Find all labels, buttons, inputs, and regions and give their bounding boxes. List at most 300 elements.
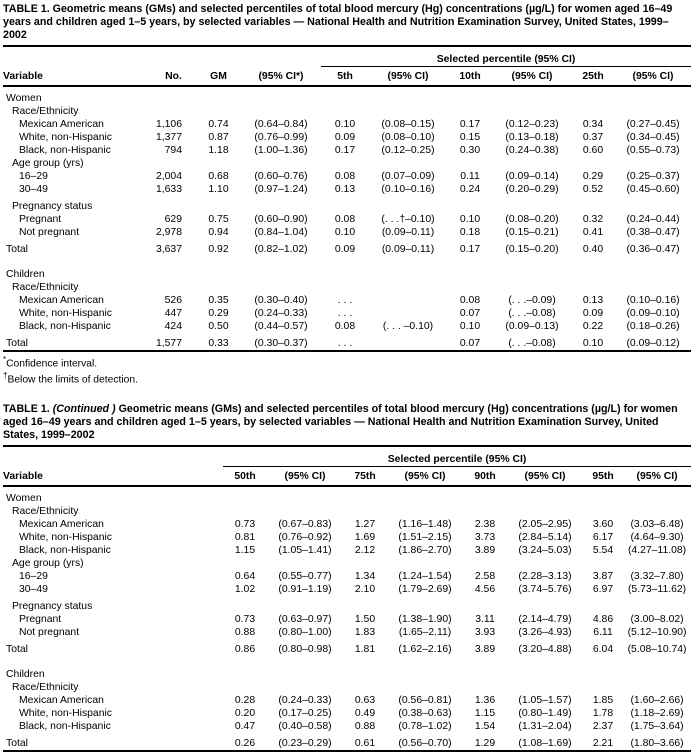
cell-value: (0.15–0.20) bbox=[505, 244, 559, 255]
cell-value bbox=[241, 105, 321, 118]
row-label: Pregnancy status bbox=[12, 201, 93, 212]
cell-value: 0.18 bbox=[459, 227, 481, 238]
cell-value bbox=[493, 105, 571, 118]
cell-value bbox=[447, 268, 493, 281]
row-label: Mexican American bbox=[19, 518, 104, 530]
cell-value: 1.83 bbox=[354, 626, 376, 638]
cell-value: (0.12–0.23) bbox=[505, 119, 559, 130]
cell-value bbox=[463, 557, 507, 570]
cell-value: (0.07–0.09) bbox=[381, 171, 435, 182]
cell-value bbox=[463, 681, 507, 694]
cell-value bbox=[267, 681, 343, 694]
column-header-10th-ci: (95% CI) bbox=[493, 67, 571, 87]
cell-value: (0.25–0.37) bbox=[626, 171, 680, 182]
table-row bbox=[3, 226, 691, 239]
cell-value bbox=[321, 281, 369, 294]
cell-value: (1.62–2.16) bbox=[398, 643, 452, 655]
cell-value: 0.50 bbox=[208, 321, 229, 332]
footnote-text: Below the limits of detection. bbox=[7, 374, 138, 386]
table2-title-prefix: TABLE 1. bbox=[3, 402, 53, 415]
cell-value bbox=[321, 157, 369, 170]
cell-value: 1.18 bbox=[208, 145, 229, 156]
cell-value: (0.09–0.14) bbox=[505, 171, 559, 182]
cell-value: 1.78 bbox=[592, 707, 614, 719]
table-row bbox=[3, 668, 691, 681]
column-header-95th-ci: (95% CI) bbox=[623, 466, 691, 486]
cell-value bbox=[343, 656, 387, 668]
footnote-marker: † bbox=[3, 371, 8, 381]
cell-value: 1.29 bbox=[474, 737, 496, 749]
footnote-detection-limits bbox=[3, 370, 691, 386]
cell-value: 0.13 bbox=[334, 184, 356, 195]
cell-value: (5.73–11.62) bbox=[627, 583, 687, 595]
cell-value: (0.30–0.37) bbox=[254, 338, 308, 349]
cell-value: 0.73 bbox=[234, 613, 256, 625]
cell-value: (3.03–6.48) bbox=[630, 518, 684, 530]
column-header-95th: 95th bbox=[583, 466, 623, 486]
column-header-5th-ci: (95% CI) bbox=[369, 67, 447, 87]
cell-value bbox=[196, 86, 241, 105]
cell-value: 0.32 bbox=[582, 214, 604, 225]
table-row bbox=[3, 268, 691, 281]
cell-value: (0.82–1.02) bbox=[254, 244, 308, 255]
column-header-25th: 25th bbox=[571, 67, 615, 87]
cell-value: (0.84–1.04) bbox=[254, 227, 308, 238]
cell-value bbox=[223, 557, 267, 570]
footnote-confidence-interval bbox=[3, 354, 691, 370]
cell-value bbox=[447, 256, 493, 268]
cell-value: 0.81 bbox=[234, 531, 256, 543]
table-row bbox=[3, 294, 691, 307]
cell-value: 0.35 bbox=[208, 295, 229, 306]
table-row bbox=[3, 613, 691, 626]
row-label: Black, non-Hispanic bbox=[19, 321, 111, 332]
cell-value bbox=[583, 668, 623, 681]
cell-value: 0.52 bbox=[582, 184, 604, 195]
cell-value: 0.10 bbox=[334, 227, 356, 238]
table2-span-header: Selected percentile (95% CI) bbox=[223, 449, 691, 467]
table-row bbox=[3, 583, 691, 596]
cell-value: 0.37 bbox=[582, 132, 604, 143]
cell-value bbox=[369, 157, 447, 170]
row-label bbox=[3, 656, 223, 668]
cell-value: (0.20–0.29) bbox=[505, 184, 559, 195]
table2-body bbox=[3, 486, 691, 751]
cell-value: (0.67–0.83) bbox=[278, 518, 332, 530]
cell-value bbox=[267, 656, 343, 668]
table-row bbox=[3, 144, 691, 157]
cell-value bbox=[369, 196, 447, 213]
cell-value bbox=[507, 557, 583, 570]
cell-value bbox=[223, 505, 267, 518]
cell-value bbox=[321, 256, 369, 268]
row-label: Pregnancy status bbox=[12, 600, 93, 612]
cell-value bbox=[463, 668, 507, 681]
cell-value: 0.40 bbox=[582, 244, 604, 255]
table-row bbox=[3, 486, 691, 505]
cell-value: 0.29 bbox=[208, 308, 229, 319]
cell-value bbox=[507, 486, 583, 505]
cell-value: 2,978 bbox=[155, 227, 182, 238]
cell-value: 3.87 bbox=[592, 570, 614, 582]
cell-value bbox=[507, 681, 583, 694]
cell-value: 1.81 bbox=[354, 643, 376, 655]
cell-value: 2.58 bbox=[474, 570, 496, 582]
cell-value bbox=[571, 105, 615, 118]
cell-value bbox=[623, 668, 691, 681]
cell-value: 1.02 bbox=[234, 583, 256, 595]
cell-value: (3.24–5.03) bbox=[518, 544, 572, 556]
cell-value bbox=[583, 681, 623, 694]
table2-title bbox=[3, 403, 691, 447]
table-row bbox=[3, 544, 691, 557]
cell-value bbox=[223, 656, 267, 668]
cell-value: (0.55–0.73) bbox=[626, 145, 680, 156]
cell-value: (0.13–0.18) bbox=[505, 132, 559, 143]
table-row bbox=[3, 105, 691, 118]
table2-container bbox=[3, 403, 691, 752]
cell-value bbox=[321, 86, 369, 105]
cell-value bbox=[343, 505, 387, 518]
row-label: 16–29 bbox=[19, 570, 48, 582]
cell-value bbox=[387, 656, 463, 668]
cell-value: 0.26 bbox=[234, 737, 256, 749]
cell-value: 0.11 bbox=[460, 171, 480, 182]
table1-title: TABLE 1. Geometric means (GMs) and selected percentiles of total blood mercury (Hg) concentrations (µg/L) for women aged 16–49 years and children aged 1–5 years, by selected variables — National Health and Nutrition Examination Survey, United States, 1999–2002 bbox=[3, 3, 691, 47]
cell-value bbox=[223, 596, 267, 613]
cell-value: (1.79–2.69) bbox=[398, 583, 452, 595]
cell-value bbox=[583, 596, 623, 613]
cell-value: 1.69 bbox=[354, 531, 376, 543]
cell-value: 629 bbox=[164, 214, 182, 225]
cell-value: (0.76–0.99) bbox=[254, 132, 308, 143]
cell-value: (1.24–1.54) bbox=[398, 570, 452, 582]
cell-value bbox=[463, 656, 507, 668]
column-header-50th: 50th bbox=[223, 466, 267, 486]
cell-value bbox=[151, 157, 196, 170]
table1-body bbox=[3, 86, 691, 351]
cell-value bbox=[571, 157, 615, 170]
cell-value: (0.08–0.20) bbox=[505, 214, 559, 225]
cell-value: (1.65–2.11) bbox=[398, 626, 452, 638]
cell-value bbox=[447, 281, 493, 294]
cell-value bbox=[571, 256, 615, 268]
cell-value: (0.55–0.77) bbox=[278, 570, 332, 582]
column-header-gm: GM bbox=[196, 67, 241, 87]
table-row bbox=[3, 281, 691, 294]
cell-value: (0.24–0.38) bbox=[505, 145, 559, 156]
table-row bbox=[3, 505, 691, 518]
table-row bbox=[3, 86, 691, 105]
table-row bbox=[3, 531, 691, 544]
cell-value: (0.12–0.25) bbox=[381, 145, 435, 156]
span-header-spacer bbox=[3, 449, 223, 467]
column-header-5th: 5th bbox=[321, 67, 369, 87]
cell-value: (. . .†–0.10) bbox=[381, 214, 435, 225]
cell-value bbox=[583, 505, 623, 518]
row-label: 30–49 bbox=[19, 583, 48, 595]
cell-value: (1.86–2.70) bbox=[398, 544, 452, 556]
cell-value bbox=[241, 86, 321, 105]
column-header-gm-ci: (95% CI*) bbox=[241, 67, 321, 87]
cell-value: 0.28 bbox=[234, 694, 256, 706]
cell-value bbox=[369, 333, 447, 351]
cell-value: 3.73 bbox=[474, 531, 496, 543]
table2 bbox=[3, 449, 691, 752]
table-row bbox=[3, 170, 691, 183]
cell-value bbox=[151, 281, 196, 294]
cell-value bbox=[223, 486, 267, 505]
cell-value: 0.17 bbox=[459, 244, 481, 255]
cell-value: (0.80–0.98) bbox=[278, 643, 332, 655]
cell-value bbox=[369, 307, 447, 320]
cell-value: 3.11 bbox=[475, 613, 495, 625]
cell-value: (2.14–4.79) bbox=[518, 613, 572, 625]
cell-value: (0.63–0.97) bbox=[278, 613, 332, 625]
cell-value: . . . bbox=[337, 295, 353, 306]
cell-value: (4.27–11.08) bbox=[627, 544, 687, 556]
table-row bbox=[3, 333, 691, 351]
table-row bbox=[3, 118, 691, 131]
cell-value: (3.32–7.80) bbox=[630, 570, 684, 582]
cell-value: 6.04 bbox=[592, 643, 614, 655]
cell-value: 0.64 bbox=[234, 570, 256, 582]
cell-value: 0.20 bbox=[234, 707, 256, 719]
cell-value bbox=[196, 281, 241, 294]
cell-value bbox=[241, 281, 321, 294]
table-row bbox=[3, 681, 691, 694]
cell-value: 447 bbox=[164, 308, 182, 319]
table2-title-continued: (Continued ) bbox=[52, 402, 116, 415]
cell-value bbox=[267, 668, 343, 681]
row-label: Women bbox=[6, 492, 42, 504]
cell-value bbox=[387, 681, 463, 694]
cell-value: 0.09 bbox=[582, 308, 604, 319]
cell-value bbox=[369, 294, 447, 307]
row-label: White, non-Hispanic bbox=[19, 531, 112, 543]
cell-value: 2,004 bbox=[155, 171, 182, 182]
cell-value bbox=[507, 596, 583, 613]
table-row bbox=[3, 157, 691, 170]
cell-value bbox=[241, 157, 321, 170]
span-header-row bbox=[3, 449, 691, 467]
cell-value: 1.15 bbox=[234, 544, 256, 556]
cell-value: 2.37 bbox=[592, 720, 614, 732]
cell-value bbox=[321, 268, 369, 281]
cell-value: 0.49 bbox=[354, 707, 376, 719]
row-label bbox=[3, 256, 151, 268]
row-label: Pregnant bbox=[19, 214, 62, 225]
cell-value bbox=[223, 668, 267, 681]
cell-value: (0.38–0.63) bbox=[398, 707, 452, 719]
cell-value bbox=[615, 268, 691, 281]
cell-value: 0.61 bbox=[354, 737, 376, 749]
cell-value: 3.93 bbox=[474, 626, 496, 638]
cell-value bbox=[615, 105, 691, 118]
cell-value bbox=[267, 596, 343, 613]
cell-value: (0.34–0.45) bbox=[626, 132, 680, 143]
cell-value bbox=[623, 681, 691, 694]
row-label: Children bbox=[6, 269, 45, 280]
table-row bbox=[3, 694, 691, 707]
cell-value bbox=[493, 256, 571, 268]
cell-value bbox=[369, 281, 447, 294]
row-label: Total bbox=[6, 737, 28, 749]
row-label: White, non-Hispanic bbox=[19, 707, 112, 719]
row-label: 16–29 bbox=[19, 171, 48, 182]
table-row bbox=[3, 639, 691, 656]
cell-value bbox=[583, 486, 623, 505]
footnote-text: Confidence interval. bbox=[6, 358, 98, 370]
cell-value: 3.89 bbox=[474, 544, 496, 556]
cell-value: 0.10 bbox=[334, 119, 356, 130]
cell-value bbox=[343, 486, 387, 505]
column-header-row bbox=[3, 466, 691, 486]
table-row bbox=[3, 596, 691, 613]
spacer-row bbox=[3, 656, 691, 668]
cell-value: (1.18–2.69) bbox=[630, 707, 684, 719]
table1-footnotes bbox=[3, 354, 691, 387]
cell-value bbox=[387, 486, 463, 505]
cell-value bbox=[583, 557, 623, 570]
cell-value: 3.89 bbox=[474, 643, 496, 655]
cell-value bbox=[615, 86, 691, 105]
row-label: Mexican American bbox=[19, 119, 104, 130]
cell-value: (0.97–1.24) bbox=[254, 184, 308, 195]
cell-value: (0.09–0.10) bbox=[626, 308, 680, 319]
cell-value: (0.64–0.84) bbox=[254, 119, 308, 130]
cell-value bbox=[151, 256, 196, 268]
cell-value bbox=[241, 268, 321, 281]
cell-value: 0.88 bbox=[234, 626, 256, 638]
cell-value: 2.10 bbox=[354, 583, 376, 595]
cell-value: 0.86 bbox=[234, 643, 256, 655]
table-row bbox=[3, 733, 691, 751]
cell-value bbox=[369, 268, 447, 281]
cell-value: (0.91–1.19) bbox=[278, 583, 332, 595]
cell-value bbox=[267, 557, 343, 570]
cell-value: 0.73 bbox=[234, 518, 256, 530]
cell-value: (0.56–0.81) bbox=[398, 694, 452, 706]
cell-value: 794 bbox=[164, 145, 182, 156]
cell-value: 0.15 bbox=[459, 132, 481, 143]
cell-value bbox=[321, 196, 369, 213]
column-header-25th-ci: (95% CI) bbox=[615, 67, 691, 87]
cell-value bbox=[447, 105, 493, 118]
row-label: Mexican American bbox=[19, 694, 104, 706]
cell-value: (0.09–0.11) bbox=[381, 227, 435, 238]
cell-value: 1.85 bbox=[592, 694, 614, 706]
cell-value: 3,637 bbox=[155, 244, 182, 255]
cell-value bbox=[571, 86, 615, 105]
cell-value: (0.24–0.44) bbox=[626, 214, 680, 225]
cell-value bbox=[151, 105, 196, 118]
cell-value: . . . bbox=[337, 338, 353, 349]
row-label: Women bbox=[6, 93, 42, 104]
cell-value: (0.36–0.47) bbox=[626, 244, 680, 255]
cell-value: 0.60 bbox=[582, 145, 604, 156]
cell-value bbox=[343, 668, 387, 681]
table-row bbox=[3, 557, 691, 570]
row-label: Not pregnant bbox=[19, 227, 80, 238]
row-label: Mexican American bbox=[19, 295, 104, 306]
cell-value bbox=[387, 596, 463, 613]
cell-value: (1.31–2.04) bbox=[518, 720, 572, 732]
cell-value: (5.12–10.90) bbox=[627, 626, 687, 638]
column-header-50th-ci: (95% CI) bbox=[267, 466, 343, 486]
cell-value: (0.09–0.12) bbox=[626, 338, 680, 349]
footnote-marker: * bbox=[3, 355, 7, 364]
column-header-variable: Variable bbox=[3, 67, 151, 87]
cell-value: 0.17 bbox=[334, 145, 356, 156]
cell-value bbox=[571, 196, 615, 213]
cell-value bbox=[493, 281, 571, 294]
cell-value: 0.92 bbox=[208, 244, 229, 255]
cell-value: 0.10 bbox=[582, 338, 604, 349]
column-header-90th-ci: (95% CI) bbox=[507, 466, 583, 486]
row-label: Pregnant bbox=[19, 613, 62, 625]
cell-value: 1.15 bbox=[474, 707, 496, 719]
row-label: White, non-Hispanic bbox=[19, 132, 112, 143]
cell-value: (1.51–2.15) bbox=[398, 531, 452, 543]
table-row bbox=[3, 213, 691, 226]
cell-value: (0.09–0.11) bbox=[381, 244, 435, 255]
cell-value: 0.17 bbox=[459, 119, 481, 130]
cell-value bbox=[241, 256, 321, 268]
row-label: Total bbox=[6, 244, 28, 255]
cell-value: (0.60–0.76) bbox=[254, 171, 308, 182]
cell-value bbox=[463, 486, 507, 505]
cell-value bbox=[387, 557, 463, 570]
cell-value: 2.38 bbox=[474, 518, 496, 530]
cell-value bbox=[615, 281, 691, 294]
cell-value: 1.34 bbox=[354, 570, 376, 582]
cell-value bbox=[387, 505, 463, 518]
cell-value: (1.80–3.66) bbox=[630, 737, 684, 749]
cell-value: (2.84–5.14) bbox=[518, 531, 572, 543]
cell-value: (0.45–0.60) bbox=[626, 184, 680, 195]
cell-value: 0.08 bbox=[334, 214, 356, 225]
cell-value: (3.26–4.93) bbox=[518, 626, 572, 638]
span-header-spacer bbox=[3, 49, 321, 67]
cell-value bbox=[463, 596, 507, 613]
table1 bbox=[3, 49, 691, 352]
row-label: Race/Ethnicity bbox=[12, 505, 79, 517]
cell-value bbox=[507, 668, 583, 681]
table-row bbox=[3, 518, 691, 531]
cell-value bbox=[493, 196, 571, 213]
cell-value: 6.97 bbox=[592, 583, 614, 595]
cell-value: (0.80–1.49) bbox=[518, 707, 572, 719]
cell-value: 1,377 bbox=[155, 132, 182, 143]
cell-value bbox=[343, 557, 387, 570]
cell-value: (1.75–3.64) bbox=[630, 720, 684, 732]
cell-value: (1.05–1.41) bbox=[278, 544, 332, 556]
row-label: Age group (yrs) bbox=[12, 158, 84, 169]
cell-value: (3.00–8.02) bbox=[630, 613, 684, 625]
cell-value bbox=[196, 196, 241, 213]
cell-value: 0.41 bbox=[582, 227, 604, 238]
row-label: Black, non-Hispanic bbox=[19, 145, 111, 156]
cell-value: 0.24 bbox=[459, 184, 481, 195]
cell-value bbox=[463, 505, 507, 518]
row-label: 30–49 bbox=[19, 184, 48, 195]
cell-value: 4.86 bbox=[592, 613, 614, 625]
cell-value: (0.27–0.45) bbox=[626, 119, 680, 130]
cell-value: (0.08–0.15) bbox=[381, 119, 435, 130]
cell-value bbox=[507, 656, 583, 668]
cell-value bbox=[196, 105, 241, 118]
